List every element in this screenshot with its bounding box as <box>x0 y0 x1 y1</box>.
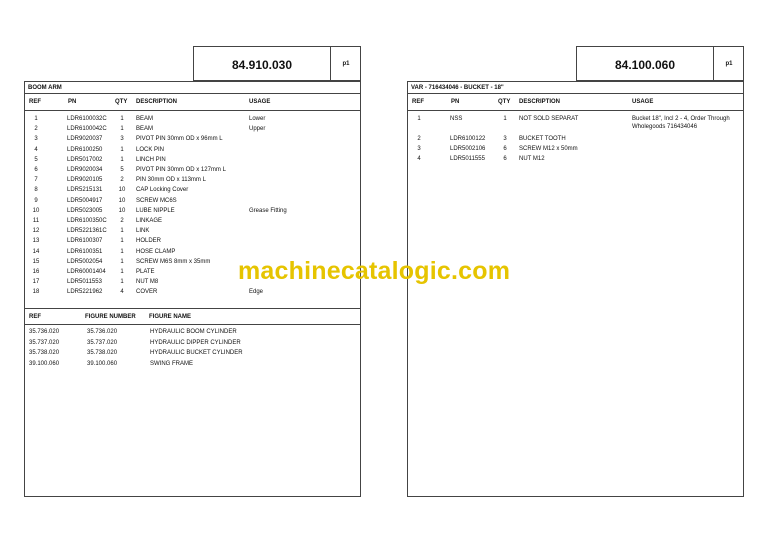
row-description: NUT M8 <box>136 279 159 286</box>
row-description: NUT M12 <box>519 156 545 163</box>
row-ref: 17 <box>32 279 40 286</box>
row-qty: 2 <box>120 218 124 224</box>
row-ref: 1 <box>34 116 38 122</box>
col-qty: QTY <box>115 99 128 105</box>
col-ref: REF <box>29 99 41 105</box>
header-rule <box>25 110 360 111</box>
row-pn: LDR9020105 <box>67 177 103 184</box>
figure-ref: 39.100.060 <box>29 360 60 367</box>
row-pn: LDR60001404 <box>67 269 106 275</box>
figures-rule-top <box>25 308 360 309</box>
row-qty: 1 <box>120 248 124 255</box>
row-pn: LDR5215131 <box>67 187 103 194</box>
figure-name: HYDRAULIC BOOM CYLINDER <box>150 329 237 335</box>
row-ref: 10 <box>32 207 40 214</box>
col-description: DESCRIPTION <box>519 99 561 105</box>
row-pn: LDR5023005 <box>67 207 103 214</box>
right-panel <box>407 81 744 497</box>
figure-number: 35.738.020 <box>87 350 118 356</box>
header-rule <box>408 110 743 111</box>
row-pn: NSS <box>450 116 463 122</box>
row-qty: 10 <box>118 197 126 204</box>
col-qty: QTY <box>498 99 511 105</box>
row-ref: 12 <box>32 228 40 235</box>
row-usage: Edge <box>249 289 264 296</box>
left-section-title: BOOM ARM <box>25 82 360 94</box>
row-pn: LDR5221361C <box>67 228 107 235</box>
figure-number: 35.737.020 <box>87 339 118 346</box>
row-qty: 5 <box>120 167 124 173</box>
row-description: SCREW M6S 8mm x 35mm <box>136 258 211 265</box>
row-pn: LDR5002054 <box>67 258 103 265</box>
row-qty: 1 <box>120 279 124 286</box>
row-description: BUCKET TOOTH <box>519 136 566 142</box>
row-usage: Grease Fitting <box>249 207 287 214</box>
row-pn: LDR5221962 <box>67 289 103 296</box>
row-pn: LDR5004917 <box>67 197 103 204</box>
row-ref: 7 <box>34 177 38 184</box>
col-usage: USAGE <box>632 99 654 105</box>
row-pn: LDR6100122 <box>450 136 486 142</box>
row-description: BEAM <box>136 116 154 122</box>
row-qty: 4 <box>120 289 124 296</box>
row-qty: 6 <box>503 156 507 163</box>
row-pn: LDR6100307 <box>67 238 103 245</box>
col-description: DESCRIPTION <box>136 99 178 105</box>
row-ref: 5 <box>34 156 38 163</box>
row-description: PIVOT PIN 30mm OD x 127mm L <box>136 167 226 173</box>
figure-ref: 35.736.020 <box>29 329 60 335</box>
row-qty: 1 <box>120 126 124 133</box>
row-description: LOCK PIN <box>136 146 165 153</box>
row-qty: 1 <box>120 228 124 235</box>
row-pn: LDR5011555 <box>450 156 485 163</box>
row-qty: 1 <box>120 146 124 153</box>
col-pn: PN <box>451 99 460 105</box>
row-description: HOSE CLAMP <box>136 248 176 255</box>
row-pn: LDR6100351 <box>67 248 103 255</box>
row-ref: 18 <box>32 289 40 296</box>
right-page-number: p1 <box>725 61 733 67</box>
col-usage: USAGE <box>249 99 271 105</box>
left-page-number: p1 <box>342 61 350 67</box>
watermark-text: machinecatalogic.com <box>238 257 511 285</box>
row-pn: LDR5002106 <box>450 146 486 153</box>
fig-col-ref: REF <box>29 314 41 320</box>
row-qty: 1 <box>120 156 124 163</box>
left-header-box <box>193 46 361 81</box>
row-qty: 3 <box>120 136 124 143</box>
figure-ref: 35.737.020 <box>29 339 60 346</box>
row-qty: 1 <box>120 269 124 275</box>
left-part-number: 84.910.030 <box>231 58 293 72</box>
row-description: SCREW M12 x 50mm <box>519 146 578 153</box>
row-qty: 6 <box>503 146 507 153</box>
row-ref: 1 <box>417 116 421 122</box>
row-description: PIN 30mm OD x 113mm L <box>136 177 206 184</box>
row-ref: 13 <box>32 238 40 245</box>
row-description: LINK <box>136 228 150 235</box>
row-qty: 10 <box>118 207 126 214</box>
row-ref: 3 <box>34 136 38 143</box>
row-description: LINKAGE <box>136 218 163 224</box>
figures-rule-bottom <box>25 324 360 325</box>
row-pn: LDR5017002 <box>67 156 103 163</box>
row-ref: 2 <box>34 126 38 133</box>
row-description: HOLDER <box>136 238 162 245</box>
row-pn: LDR5011553 <box>67 279 102 286</box>
row-description: NOT SOLD SEPARAT <box>519 116 579 122</box>
col-pn: PN <box>68 99 77 105</box>
row-ref: 4 <box>34 146 38 153</box>
right-section-title: VAR - 716434046 - BUCKET - 18" <box>408 82 743 94</box>
row-usage-continued: Wholegoods 716434046 <box>632 124 698 130</box>
left-panel <box>24 81 361 497</box>
right-part-number: 84.100.060 <box>614 58 676 72</box>
row-pn: LDR9020034 <box>67 167 103 173</box>
row-usage: Upper <box>249 126 266 133</box>
row-qty: 3 <box>503 136 507 142</box>
figure-number: 39.100.060 <box>87 360 118 367</box>
row-ref: 4 <box>417 156 421 163</box>
figure-name: HYDRAULIC DIPPER CYLINDER <box>150 339 241 346</box>
row-pn: LDR6100032C <box>67 116 107 122</box>
row-pn: LDR9020037 <box>67 136 103 143</box>
row-pn: LDR6100042C <box>67 126 107 133</box>
row-description: PIVOT PIN 30mm OD x 96mm L <box>136 136 223 143</box>
row-description: LINCH PIN <box>136 156 166 163</box>
row-description: BEAM <box>136 126 154 133</box>
row-qty: 1 <box>503 116 507 122</box>
row-qty: 1 <box>120 238 124 245</box>
col-ref: REF <box>412 99 424 105</box>
row-description: LUBE NIPPLE <box>136 207 175 214</box>
row-ref: 2 <box>417 136 421 142</box>
figure-name: HYDRAULIC BUCKET CYLINDER <box>150 350 243 356</box>
row-pn: LDR6100250 <box>67 146 103 153</box>
row-ref: 9 <box>34 197 38 204</box>
row-usage: Lower <box>249 116 266 122</box>
row-ref: 8 <box>34 187 38 194</box>
row-usage: Bucket 18", Incl 2 - 4, Order Through <box>632 116 730 122</box>
row-ref: 14 <box>32 248 40 255</box>
row-ref: 16 <box>32 269 40 275</box>
row-qty: 1 <box>120 116 124 122</box>
row-description: COVER <box>136 289 158 296</box>
row-ref: 11 <box>32 218 40 224</box>
row-pn: LDR6100350C <box>67 218 107 224</box>
figure-name: SWING FRAME <box>150 360 193 367</box>
right-header-box <box>576 46 744 81</box>
row-description: PLATE <box>136 269 155 275</box>
row-qty: 10 <box>118 187 126 194</box>
row-qty: 1 <box>120 258 124 265</box>
row-qty: 2 <box>120 177 124 184</box>
figure-number: 35.736.020 <box>87 329 118 335</box>
fig-col-figure-name: FIGURE NAME <box>149 314 191 320</box>
fig-col-figure-number: FIGURE NUMBER <box>85 314 136 320</box>
row-description: CAP Locking Cover <box>136 187 189 194</box>
row-description: SCREW MC6S <box>136 197 177 204</box>
figure-ref: 35.738.020 <box>29 350 60 356</box>
row-ref: 15 <box>32 258 40 265</box>
row-ref: 3 <box>417 146 421 153</box>
row-ref: 6 <box>34 167 38 173</box>
